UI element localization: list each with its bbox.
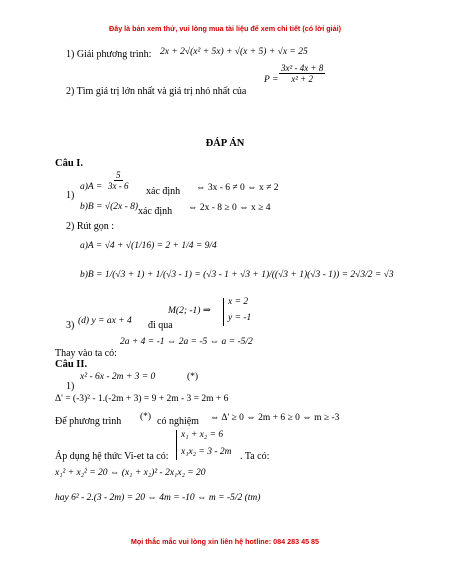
answer-title: ĐÁP ÁN	[205, 138, 245, 149]
cau-2-condition-eq: ⇔ Δ' ≥ 0 ⇔ 2m + 6 ≥ 0 ⇔ m ≥ -3	[210, 413, 340, 423]
cau-2-title: Câu II.	[55, 359, 88, 370]
cau-1-a-expr: a)A =	[80, 182, 103, 192]
question-2-numerator: 3x² - 4x + 8	[281, 63, 324, 73]
hotline-footer: Mọi thắc mắc vui lòng xin liên hệ hotline: 084 283 45 85	[130, 537, 320, 546]
cau-2-condition-text: Để phương trình	[55, 416, 122, 427]
cau-1-system-x: x = 2	[228, 297, 249, 307]
cau-1-a-numerator: 5	[116, 170, 121, 180]
question-2-label: 2) Tìm giá trị lớn nhất và giá trị nhỏ nhất của	[66, 86, 247, 97]
question-2-p: P =	[264, 75, 279, 85]
question-1-equation: 2x + 2√(x² + 5x) + √(x + 5) + √x = 25	[160, 47, 308, 57]
cau-2-sum-of-squares: x₁² + x₂² = 20 ⇔ (x₁ + x₂)² - 2x₁x₂ = 20	[55, 468, 206, 478]
cau-1-system-brace	[223, 298, 224, 326]
cau-1-b-expr: b)B = √(2x - 8)	[80, 202, 139, 212]
cau-1-a-denominator: 3x - 6	[108, 181, 129, 191]
cau-2-vieta-brace	[176, 430, 177, 460]
cau-1-simplify-a: a)A = √4 + √(1/16) = 2 + 1/4 = 9/4	[80, 241, 217, 251]
cau-2-delta: Δ' = (-3)² - 1.(-2m + 3) = 9 + 2m - 3 = 2m + 6	[55, 394, 229, 404]
cau-1-part-1-label: 1)	[66, 190, 75, 201]
cau-2-vieta-sum: x₁ + x₂ = 6	[181, 430, 224, 440]
cau-1-line-d: (d) y = ax + 4	[78, 316, 132, 326]
cau-2-vieta-product: x₁x₂ = 3 - 2m	[181, 447, 232, 457]
question-2-fraction	[279, 63, 325, 84]
cau-1-passes-through: đi qua	[148, 320, 173, 331]
cau-2-condition-tag: (*)	[140, 412, 152, 422]
cau-1-substitution-text: Thay vào ta có:	[55, 348, 117, 359]
cau-1-substitution-eq: 2a + 4 = -1 ⇔ 2a = -5 ⇔ a = -5/2	[120, 337, 253, 347]
cau-2-vieta-text: Áp dụng hệ thức Vi-et ta có:	[55, 451, 169, 462]
cau-1-point-m: M(2; -1) ⇒	[168, 306, 211, 316]
question-1-label: 1) Giải phương trình:	[66, 49, 152, 60]
cau-1-b-condition: ⇔ 2x - 8 ≥ 0 ⇔ x ≥ 4	[188, 203, 271, 213]
cau-2-equation-tag: (*)	[187, 372, 199, 382]
cau-1-system-y: y = -1	[228, 313, 252, 323]
cau-1-title: Câu I.	[55, 158, 84, 169]
cau-1-a-condition-text: xác định	[146, 186, 181, 197]
cau-2-part-1-label: 1)	[66, 381, 75, 392]
cau-1-a-fraction	[106, 170, 131, 191]
cau-1-b-condition-text: xác định	[138, 206, 173, 217]
cau-2-final-result: hay 6² - 2.(3 - 2m) = 20 ⇔ 4m = -10 ⇔ m = -5/2 (tm)	[55, 493, 261, 503]
cau-2-equation: x² - 6x - 2m + 3 = 0	[80, 372, 156, 382]
question-2-denominator: x² + 2	[291, 74, 314, 84]
cau-1-part-2-label: 2) Rút gọn :	[66, 221, 115, 232]
cau-1-part-3-label: 3)	[66, 320, 75, 331]
cau-1-a-condition: ⇔ 3x - 6 ≠ 0 ⇔ x ≠ 2	[196, 183, 279, 193]
preview-banner: Đây là bản xem thử, vui lòng mua tài liệu để xem chi tiết (có lời giải)	[109, 24, 341, 33]
cau-1-simplify-b: b)B = 1/(√3 + 1) + 1/(√3 - 1) = (√3 - 1 + √3 + 1)/((√3 + 1)(√3 - 1)) = 2√3/2 = √3	[80, 270, 394, 280]
cau-2-condition-text-2: có nghiệm	[157, 416, 199, 427]
cau-2-vieta-tail: . Ta có:	[240, 451, 270, 462]
